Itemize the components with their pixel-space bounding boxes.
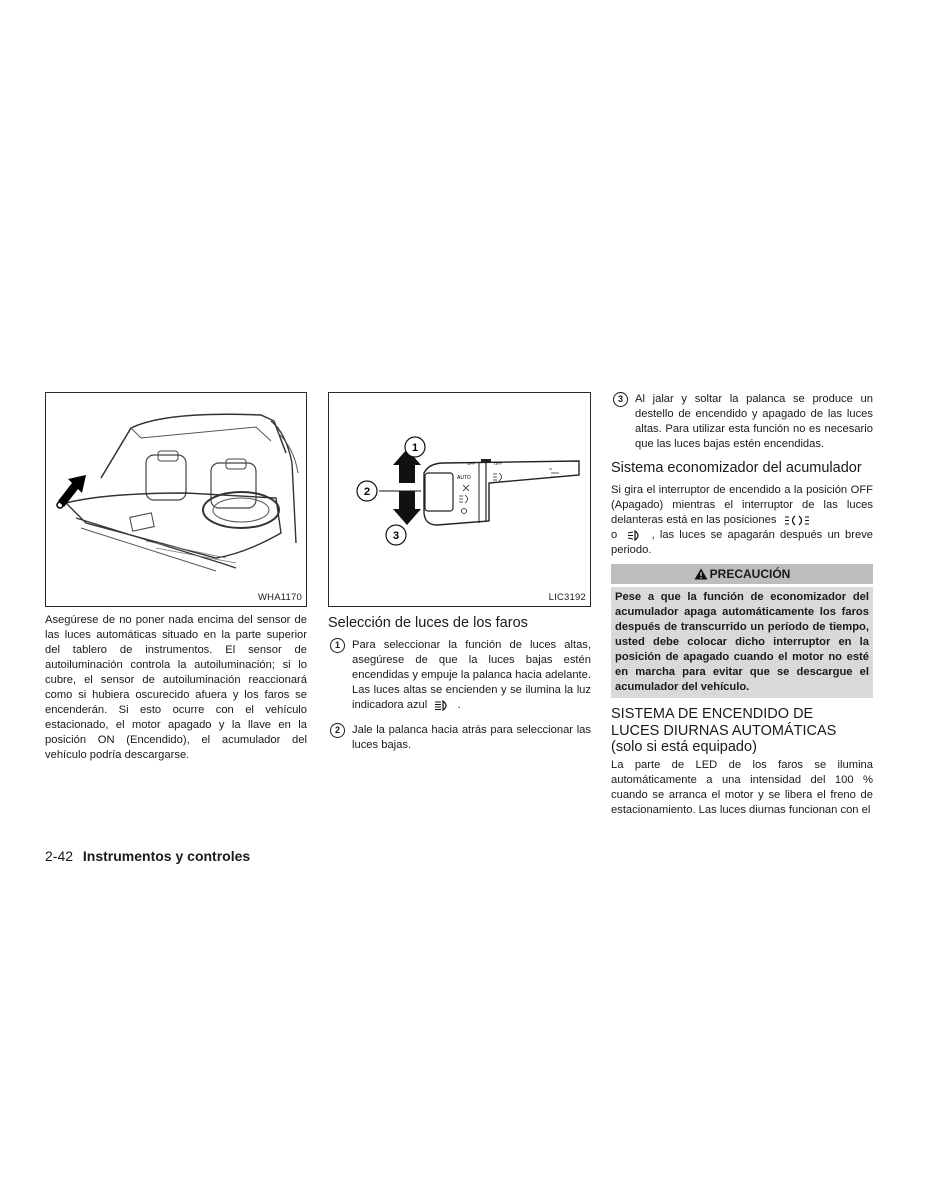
figure-label: WHA1170 [258,592,302,603]
arrow-down-icon [393,509,421,525]
battery-saver-text-a: Si gira el interruptor de encendido a la posición OFF (Apagado) mientras el interruptor de las luces delanteras está en las posiciones [611,484,873,526]
battery-saver-text-or: o [611,529,618,541]
column-right [611,392,873,818]
high-beam-indicator-icon [434,700,450,711]
figure-label: LIC3192 [548,592,586,603]
section-title: Instrumentos y controles [82,848,251,864]
switch-auto-text: AUTO [457,475,471,481]
heading-line-3: (solo si está equipado) [611,739,757,755]
section-heading-headlight-selection: Selección de luces de los faros [328,615,528,631]
parking-light-icon [784,515,810,526]
page-number: 2-42 [45,848,74,864]
step-text: Jale la palanca hacia atrás para seleccionar las luces bajas. [352,724,591,751]
list-item [328,723,591,753]
headlight-icon [626,530,642,541]
page-footer [45,848,250,864]
dashboard-sensor-illustration [46,393,308,608]
callout-2-label: 2 [363,486,371,498]
sensor-paragraph: Asegúrese de no poner nada encima del sensor de las luces automáticas situado en la parte superior del tablero de instrumentos. El sensor de autoiluminación controla la autoiluminación; si lo cubre, el sensor de autoiluminación reaccionará como si hubiera oscurecido afuera y los faros se encenderán. Si esto ocurre con el vehículo estacionado, el motor apagado y la llave en la posición ON (Encendido), el acumulador del vehículo podría descargarse. [45,614,307,761]
caution-text: Pese a que la función de economizador del acumulador apaga automáticamente los faros después de transcurrido un período de tiempo, usted debe colocar dicho interruptor en la posición de apagado cuando el motor no esté en marcha para evitar que se descargue el acumulador del vehículo. [611,587,873,698]
heading-line-1: SISTEMA DE ENCENDIDO DE [611,706,814,722]
caution-title: PRECAUCIÓN [709,567,791,581]
step-number: 1 [330,638,345,653]
heading-line-2: LUCES DIURNAS AUTOMÁTICAS [611,722,837,739]
warning-triangle-icon [694,568,708,580]
step-number: 3 [613,392,628,407]
column-middle [328,392,591,763]
list-item [328,638,591,713]
daytime-lights-paragraph: La parte de LED de los faros se ilumina automáticamente a una intensidad del 100 % cuando se arranca el motor y se libera el freno de estacionamiento. Las luces diurnas funcionan con el [611,758,873,816]
callout-3-label: 3 [392,530,400,542]
step-text: Para seleccionar la función de luces altas, asegúrese de que la luces bajas estén encendidas y empuje la palanca hacia adelante. Las luces altas se encienden y se ilumina la luz indicadora azul [352,639,591,711]
figure-dashboard-sensor [45,392,307,607]
step-text: Al jalar y soltar la palanca se produce un destello de encendido y apagado de las luces altas. Para utilizar esta función no es necesario que las luces bajas estén encendidas. [635,393,873,450]
switch-off-text-2: OFF [494,461,502,466]
step-number: 2 [330,723,345,738]
switch-off-text: OFF [467,461,475,466]
battery-saver-text-b: , las luces se apagarán después un breve periodo. [611,529,874,556]
headlight-lever-illustration [329,393,592,608]
column-left [45,392,307,763]
section-heading-battery-saver: Sistema economizador del acumulador [611,460,862,476]
caution-header [611,564,873,584]
figure-headlight-lever [328,392,591,607]
section-heading-daytime-lights [611,706,873,756]
step-suffix: . [457,699,461,711]
list-item [611,392,873,452]
callout-1-label: 1 [411,442,419,454]
